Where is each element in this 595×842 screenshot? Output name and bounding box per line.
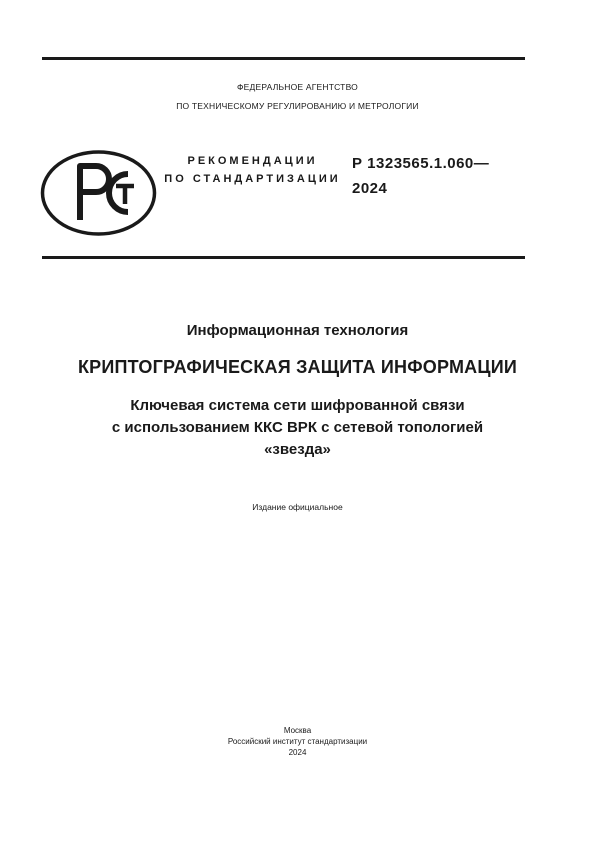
- subtitle-line-3: «звезда»: [264, 441, 331, 458]
- title-line-2: КРИПТОГРАФИЧЕСКАЯ ЗАЩИТА ИНФОРМАЦИИ: [78, 357, 517, 377]
- middle-rule: [42, 256, 525, 259]
- rst-logo-icon: [40, 150, 157, 236]
- designation-type-line-1: РЕКОМЕНДАЦИИ: [187, 155, 318, 167]
- edition-label: Издание официальное: [252, 502, 343, 512]
- top-rule: [42, 57, 525, 60]
- designation-number-line-1: Р 1323565.1.060—: [352, 155, 490, 172]
- designation-number-line-2: 2024: [352, 180, 388, 197]
- subtitle-line-1: Ключевая система сети шифрованной связи: [130, 397, 465, 414]
- subtitle-line-2: с использованием ККС ВРК с сетевой топологией: [111, 419, 484, 436]
- publisher-year: 2024: [288, 748, 307, 757]
- agency-line-2: ПО ТЕХНИЧЕСКОМУ РЕГУЛИРОВАНИЮ И МЕТРОЛОГИИ: [176, 101, 419, 111]
- publisher-city: Москва: [283, 726, 312, 735]
- designation-type-line-2: ПО СТАНДАРТИЗАЦИИ: [164, 173, 341, 185]
- publisher-institute: Российский институт стандартизации: [227, 737, 368, 746]
- agency-line-1: ФЕДЕРАЛЬНОЕ АГЕНТСТВО: [237, 82, 358, 92]
- title-line-1: Информационная технология: [186, 322, 409, 339]
